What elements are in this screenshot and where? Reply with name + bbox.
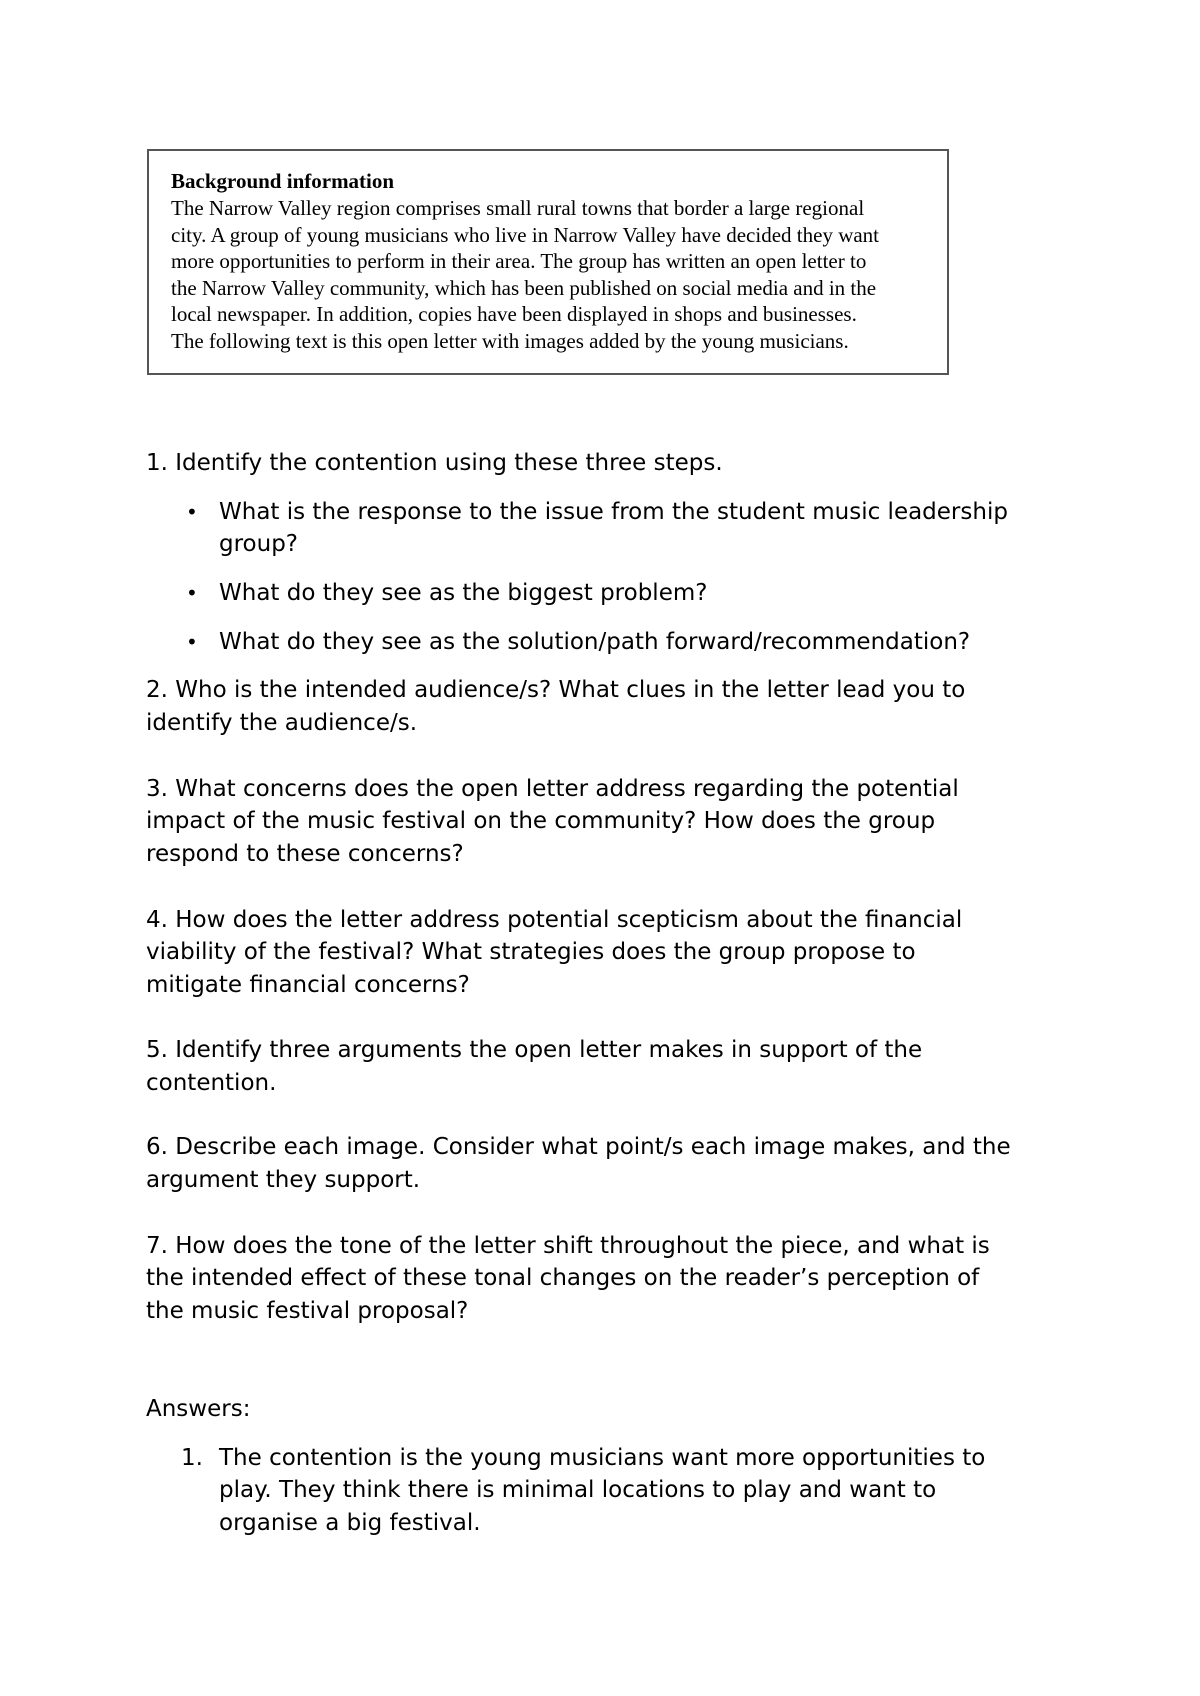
background-info-line: The following text is this open letter with images added by the young musicians. (171, 328, 849, 353)
question-5-line: 5. Identify three arguments the open letter makes in support of the (146, 1037, 923, 1063)
bullet-icon: • (186, 630, 198, 654)
question-4-line: 4. How does the letter address potential scepticism about the financial (146, 907, 963, 933)
question-1-bullet-1-cont: group? (219, 531, 299, 557)
question-2-line: identify the audience/s. (146, 710, 418, 736)
answer-1-line: The contention is the young musicians want more opportunities to (219, 1445, 986, 1471)
question-5-line: contention. (146, 1070, 277, 1096)
question-4-line: viability of the festival? What strategies does the group propose to (146, 939, 916, 965)
question-7-line: the intended effect of these tonal changes on the reader’s perception of (146, 1265, 980, 1291)
answers-heading: Answers: (146, 1396, 251, 1422)
question-1-bullet-2: What do they see as the biggest problem? (219, 580, 708, 606)
bullet-icon: • (186, 581, 198, 605)
question-1: 1. Identify the contention using these three steps. (146, 450, 723, 476)
question-7-line: the music festival proposal? (146, 1298, 469, 1324)
question-3-line: respond to these concerns? (146, 841, 464, 867)
question-1-bullet-3: What do they see as the solution/path forward/recommendation? (219, 629, 971, 655)
background-info-line: the Narrow Valley community, which has been published on social media and in the (171, 275, 877, 300)
question-6-line: argument they support. (146, 1167, 421, 1193)
background-info-line: more opportunities to perform in their area. The group has written an open letter to (171, 249, 867, 273)
answer-1-line: play. They think there is minimal locations to play and want to (219, 1477, 937, 1503)
background-info-box (147, 149, 949, 375)
question-3-line: 3. What concerns does the open letter address regarding the potential (146, 776, 959, 802)
answer-1-line: organise a big festival. (219, 1510, 481, 1536)
question-6-line: 6. Describe each image. Consider what point/s each image makes, and the (146, 1134, 1011, 1160)
background-info-line: local newspaper. In addition, copies have been displayed in shops and businesses. (171, 302, 857, 326)
question-4-line: mitigate financial concerns? (146, 972, 470, 998)
bullet-icon: • (186, 500, 198, 524)
background-info-line: The Narrow Valley region comprises small rural towns that border a large regional (171, 196, 865, 220)
question-1-bullet-1: What is the response to the issue from the student music leadership (219, 499, 1008, 525)
background-info-title: Background information (171, 169, 395, 193)
question-7-line: 7. How does the tone of the letter shift throughout the piece, and what is (146, 1233, 990, 1259)
answer-1-number: 1. (181, 1445, 203, 1471)
background-info-line: city. A group of young musicians who live in Narrow Valley have decided they want (171, 222, 880, 247)
question-2-line: 2. Who is the intended audience/s? What clues in the letter lead you to (146, 677, 966, 703)
question-3-line: impact of the music festival on the community? How does the group (146, 808, 936, 834)
